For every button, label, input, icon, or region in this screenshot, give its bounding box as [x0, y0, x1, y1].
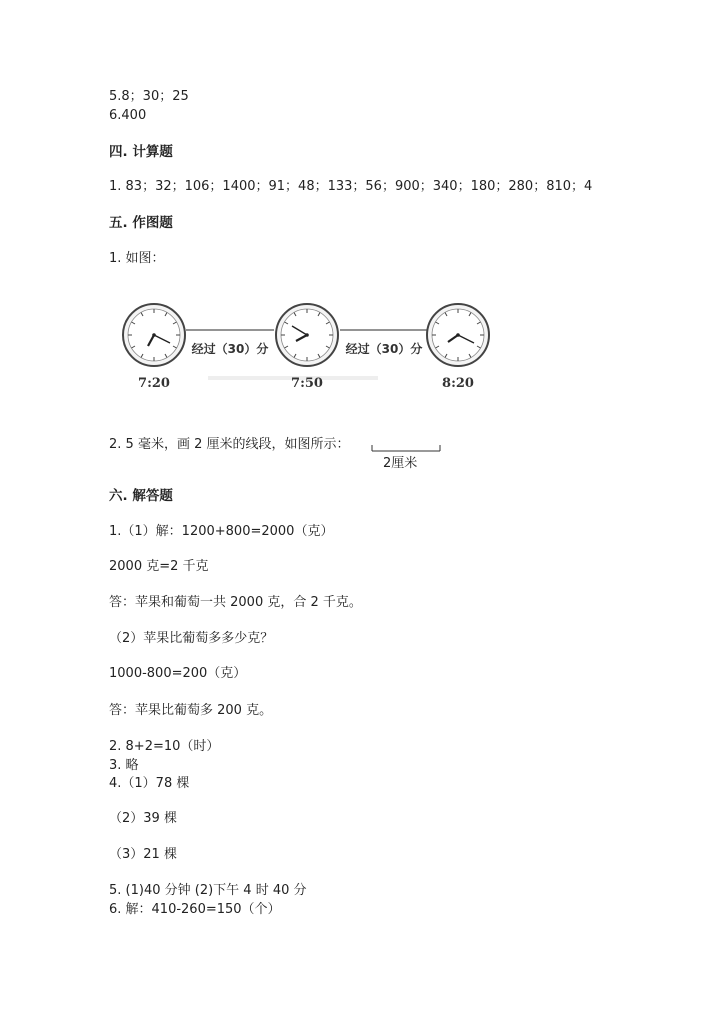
answer-line: 2000 克=2 千克 [109, 559, 209, 574]
answer-line: 1. 83；32；106；1400；91；48；133；56；900；340；180；280；810；4 [109, 179, 593, 194]
clock-time-label: 8:20 [442, 376, 474, 391]
answer-line: 5. (1)40 分钟 (2)下午 4 时 40 分 [109, 883, 307, 898]
answer-line: 4.（1）78 棵 [109, 776, 190, 791]
answer-line: 答：苹果比葡萄多 200 克。 [109, 703, 273, 718]
answer-line: 3. 略 [109, 758, 139, 773]
clock-icon [427, 304, 489, 366]
clock-figure [118, 298, 496, 396]
answer-line: （2）39 棵 [109, 811, 177, 826]
answer-line: 1.（1）解：1200+800=2000（克） [109, 524, 334, 539]
answer-line: 1. 如图： [109, 251, 165, 266]
section-heading: 四. 计算题 [109, 144, 173, 160]
section-heading: 六. 解答题 [109, 488, 173, 504]
section-heading: 五. 作图题 [109, 215, 173, 231]
clock-time-label: 7:50 [291, 376, 323, 391]
clock-icon [276, 304, 338, 366]
clock-time-label: 7:20 [138, 376, 170, 391]
elapsed-label: 经过（30）分 [191, 342, 269, 356]
answer-line: 答：苹果和葡萄一共 2000 克，合 2 千克。 [109, 595, 362, 610]
answer-line: 6. 解：410-260=150（个） [109, 902, 281, 917]
answer-line: 1000-800=200（克） [109, 666, 247, 681]
answer-line: 5.8；30；25 [109, 89, 189, 104]
elapsed-label: 经过（30）分 [345, 342, 423, 356]
segment-label: 2厘米 [383, 456, 418, 471]
answer-line: （2）苹果比葡萄多多少克？ [109, 631, 274, 646]
answer-line: 2. 5 毫米，画 2 厘米的线段，如图所示： [109, 437, 350, 452]
clock-icon [123, 304, 185, 366]
answer-line: （3）21 棵 [109, 847, 177, 862]
answer-line: 6.400 [109, 108, 147, 123]
answer-line: 2. 8+2=10（时） [109, 739, 220, 754]
